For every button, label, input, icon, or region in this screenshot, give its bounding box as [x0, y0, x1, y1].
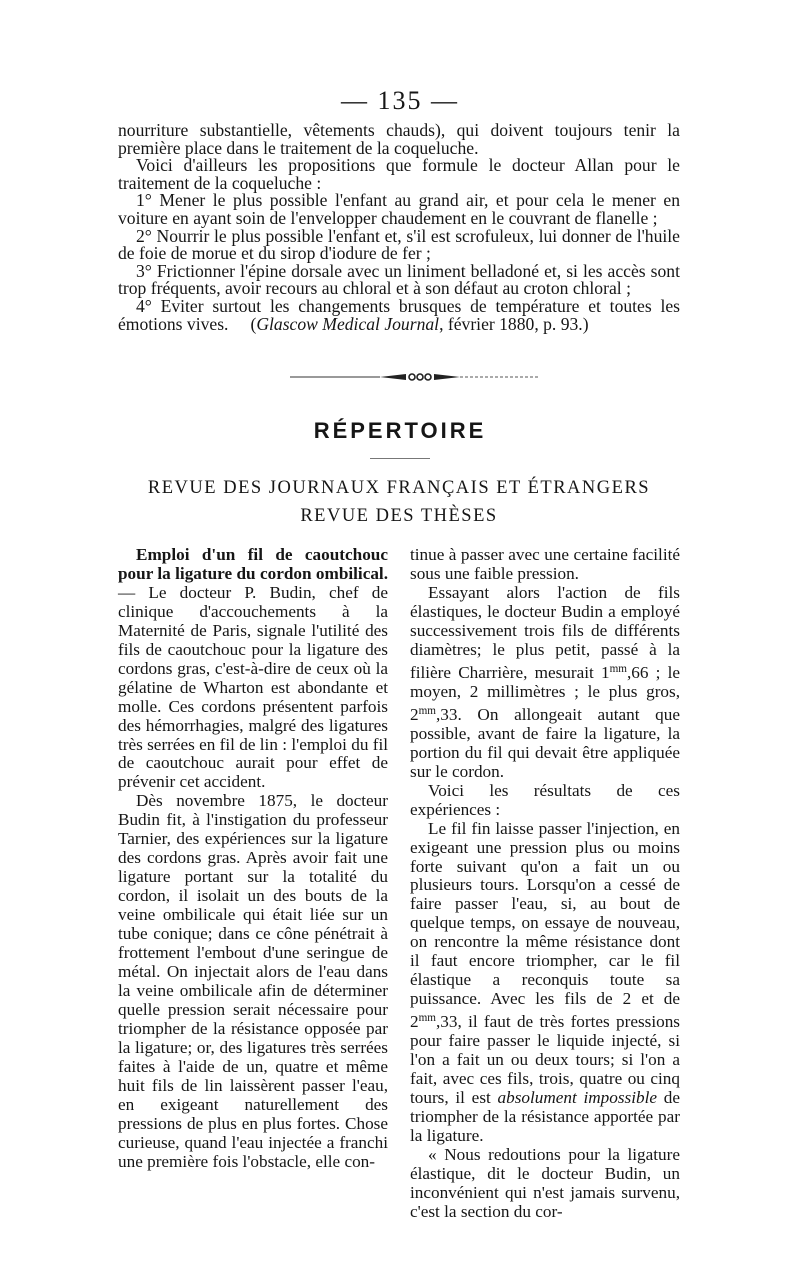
page-number: — 135 —: [341, 86, 459, 115]
intro-item-text: 4° Eviter surtout les changements brusques de température et toutes les émotions vives.: [118, 295, 680, 334]
section-subtitle: REVUE DES JOURNAUX FRANÇAIS ET ÉTRANGERS: [147, 478, 651, 498]
section-title: RÉPERTOIRE: [313, 418, 487, 443]
article-paragraph: [410, 584, 680, 782]
unit-superscript: mm: [418, 704, 436, 717]
article-text: ,33, il faut de très fortes pressions pour faire passer le liquide injecté, si l'on a fait un ou deux tours; si l'on a fait, avec ces fils, trois, quatre ou cinq tours, il est: [410, 1012, 680, 1108]
article-paragraph: Voici les résultats de ces expériences :: [410, 780, 680, 819]
citation-journal: Glascow Medical Journal: [256, 313, 440, 334]
intro-paragraph: Voici d'ailleurs les propositions que formule le docteur Allan pour le traitement de la coqueluche :: [118, 155, 680, 193]
unit-superscript: mm: [609, 662, 627, 675]
article-lead-paragraph: [118, 546, 388, 792]
left-column: [118, 546, 388, 1171]
article-lead-text: — Le docteur P. Budin, chef de clinique d'accouchements à la Maternité de Paris, signale l'utilité des fils de caoutchouc pour la ligature des cordons gras, c'est-à-dire de ceux où la gélatine de Wharton est abondante et molle. Ces cordons présentent parfois des hémorrhagies, malgré des ligatures très serrées en fil de lin : l'emploi du fil de caoutchouc aurait pour effet de prévenir cet accident.: [118, 582, 388, 792]
section-subtitle: REVUE DES THÈSES: [300, 506, 498, 526]
article-text: Le fil fin laisse passer l'injection, en exigeant une pression plus ou moins forte suivant qu'on a fait un ou plusieurs tours. Lorsqu'on a cessé de faire passer l'eau, si, au bout de quelque temps, on essaye de nouveau, on rencontre la même résistance dont il faut encore triompher, car le fil élastique a reconquis toute sa puissance. Avec les fils de 2 et de 2: [410, 818, 680, 1032]
intro-list-item: 2° Nourrir le plus possible l'enfant et, s'il est scrofuleux, lui donner de l'huile de foie de morue et du sirop d'iodure de fer ;: [118, 225, 680, 264]
intro-list-item: 3° Frictionner l'épine dorsale avec un liniment belladoné et, si les accès sont trop fréquents, avoir recours au chloral et à son défaut au croton chloral ;: [118, 260, 680, 299]
article-text: ,33. On allongeait autant que possible, avant de faire la ligature, la portion du fil qui devait être appliquée sur le cordon.: [410, 704, 680, 781]
unit-superscript: mm: [418, 1012, 436, 1025]
article-text: ,66 ; le moyen, 2 millimètres ; le plus gros, 2: [410, 662, 680, 724]
right-column: [410, 546, 680, 1222]
article-paragraph: Dès novembre 1875, le docteur Budin fit, à l'instigation du professeur Tarnier, des expériences sur la ligature des cordons gras. Après avoir fait une ligature portant sur la totalité du cordon, il isolait un des bouts de la veine ombilicale qui était liée sur un tube conique; dans ce cône pénétrait à frottement l'embout d'une seringue de métal. On injectait alors de l'eau dans la veine ombilicale afin de déterminer quelle pression serait nécessaire pour triompher de la résistance opposée par la ligature; or, des ligatures très serrées faites à l'aide de un, quatre et même huit fils de lin laissèrent passer l'eau, en exigeant naturellement des pressions de plus en plus fortes. Chose curieuse, quand l'eau injectée a franchi une première fois l'obstacle, elle con-: [118, 791, 388, 1171]
intro-list-item: 1° Mener le plus possible l'enfant au grand air, et pour cela le mener en voiture en ayant soin de l'envelopper chaudement en le couvrant de flanelle ;: [118, 190, 680, 228]
emphasized-text: absolument impossible: [497, 1088, 658, 1108]
article-paragraph: [410, 820, 680, 1146]
ornamental-divider: [260, 370, 560, 384]
citation-date: , février 1880, p. 93.): [439, 313, 589, 334]
citation-open: (: [250, 313, 257, 334]
intro-paragraph: nourriture substantielle, vêtements chauds), qui doivent toujours tenir la première place dans le traitement de la coqueluche.: [118, 120, 680, 158]
article-text: Essayant alors l'action de fils élastiques, le docteur Budin a employé successivement trois fils de différents diamètres; le plus petit, passé à la filière Charrière, mesurait 1: [410, 582, 680, 682]
article-text: de triompher de la résistance apportée par la ligature.: [410, 1088, 680, 1146]
title-rule: [370, 458, 430, 459]
article-paragraph: « Nous redoutions pour la ligature élastique, dit le docteur Budin, un inconvénient qui n'est jamais survenu, c'est la section du cor-: [410, 1144, 680, 1221]
intro-text: [118, 122, 680, 333]
article-paragraph: tinue à passer avec une certaine facilité sous une faible pression.: [410, 545, 680, 583]
intro-list-item: [118, 295, 680, 334]
article-title: Emploi d'un fil de caoutchouc pour la ligature du cordon ombilical.: [118, 545, 388, 583]
